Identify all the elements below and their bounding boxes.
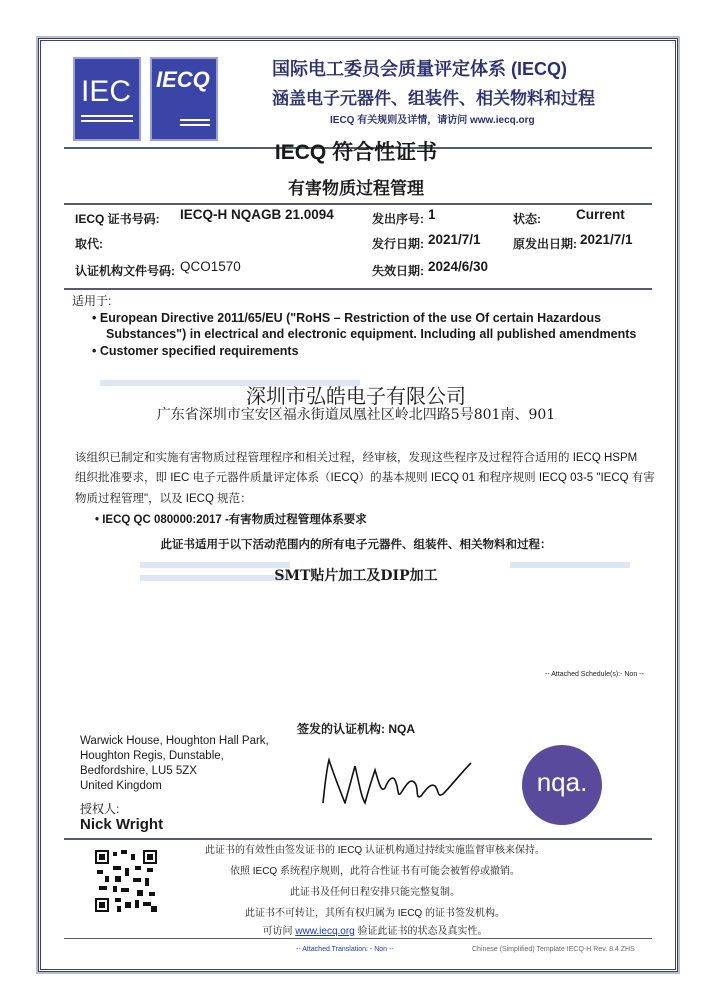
certificate-title: IECQ 符合性证书 — [274, 141, 438, 164]
signature — [315, 748, 475, 813]
iecq-logo: IECQ — [150, 57, 218, 141]
issue-date-label: 发行日期: — [372, 237, 424, 251]
body-line: 组织批准要求，即 IEC 电子元器件质量评定体系（IECQ）的基本规则 IECQ 01 和程序规则 IECQ 03-5 "IECQ 有害 — [75, 472, 655, 484]
certificate-subtitle: 有害物质过程管理 — [288, 179, 424, 198]
expiry-date: 2024/6/30 — [428, 259, 489, 274]
replaces-label: 取代: — [75, 237, 103, 251]
divider — [64, 938, 652, 939]
template-version: Chinese (Simplified) Template IECQ-H Rev. 8.4 ZHS — [472, 946, 635, 953]
divider — [64, 838, 652, 840]
issue-no-label: 发出序号: — [372, 212, 424, 226]
address-line: Bedfordshire, LU5 5ZX — [80, 765, 197, 777]
applies-item-continued: Substances") in electrical and electronic equipment. Including all published amendments — [106, 327, 637, 341]
address-line: Warwick House, Houghton Hall Park, — [80, 735, 269, 747]
header-info: IECQ 有关规则及详情，请访问 www.iecq.org — [330, 115, 535, 126]
file-no: QCO1570 — [180, 259, 241, 274]
footer-line: 此证书不可转让，其所有权归属为 IECQ 的证书签发机构。 — [244, 908, 505, 919]
footer-verify — [180, 922, 570, 937]
body-line: 物质过程管理"，以及 IECQ 规范： — [75, 493, 252, 505]
footer-line: 依照 IECQ 系统程序规则，此符合性证书有可能会被暂停或撤销。 — [229, 866, 520, 877]
applies-item: • Customer specified requirements — [92, 344, 299, 358]
divider — [64, 288, 652, 290]
orig-date-label: 原发出日期: — [513, 237, 577, 251]
footer-line: 此证书的有效性由签发证书的 IECQ 认证机构通过持续实施监督审核来保持。 — [204, 845, 545, 856]
footer-line: 此证书及任何日程安排只能完整复制。 — [290, 887, 460, 898]
issue-no: 1 — [428, 207, 436, 222]
applies-label: 适用于: — [72, 294, 112, 308]
header-title: 国际电工委员会质量评定体系 (IECQ) — [272, 59, 567, 79]
standard-text: IECQ QC 080000:2017 -有害物质过程管理体系要求 — [102, 514, 367, 526]
cert-no: IECQ-H NQAGB 21.0094 — [180, 207, 334, 222]
iecq-link[interactable]: www.iecq.org — [295, 926, 355, 937]
issuer-label: 签发的认证机构: NQA — [297, 722, 415, 736]
attached-schedule: -- Attached Schedule(s):- Non -- — [545, 671, 644, 678]
authorized-name: Nick Wright — [80, 816, 164, 833]
verify-prefix: 可访问 — [262, 926, 296, 937]
scope-heading: 此证书适用于以下活动范围内的所有电子元器件、组装件、相关物料和过程： — [160, 539, 552, 551]
standard-item: • IECQ QC 080000:2017 -有害物质过程管理体系要求 — [95, 514, 367, 526]
verify-suffix: 验证此证书的状态及真实性。 — [354, 926, 488, 937]
expiry-label: 失效日期: — [372, 264, 424, 278]
body-line: 该组织已制定和实施有害物质过程管理程序和相关过程，经审核，发现这些程序及过程符合适用的 IECQ HSPM — [75, 452, 638, 464]
applies-item: • European Directive 2011/65/EU ("RoHS – Restriction of the use Of certain Hazardous — [92, 311, 602, 325]
status-value: Current — [576, 207, 625, 222]
issue-date: 2021/7/1 — [428, 232, 481, 247]
qr-code[interactable] — [95, 850, 157, 912]
authorized-label: 授权人: — [80, 802, 120, 816]
company-name: 深圳市弘皓电子有限公司 — [246, 384, 466, 408]
nqa-logo — [522, 745, 602, 825]
divider — [64, 203, 652, 205]
issuer-address — [80, 734, 269, 794]
nqa-logo-text: nqa. — [536, 767, 588, 797]
iec-logo: IEC — [73, 57, 141, 141]
file-no-label: 认证机构文件号码: — [75, 264, 175, 278]
header-subtitle: 涵盖电子元器件、组装件、相关物料和过程 — [272, 89, 595, 108]
attached-translation: -- Attached Translation: - Non -- — [296, 946, 394, 953]
applies-item-text: European Directive 2011/65/EU ("RoHS – Restriction of the use Of certain Hazardous — [99, 311, 602, 325]
status-label: 状态: — [513, 212, 541, 226]
cert-no-label: IECQ 证书号码: — [75, 212, 160, 226]
scope-text: SMT贴片加工及DIP加工 — [274, 568, 438, 584]
applies-item-text: Customer specified requirements — [99, 344, 299, 358]
address-line: Houghton Regis, Dunstable, — [80, 750, 224, 762]
address-line: United Kingdom — [80, 780, 162, 792]
orig-date: 2021/7/1 — [580, 232, 633, 247]
company-address: 广东省深圳市宝安区福永街道凤凰社区岭北四路5号801南、901 — [156, 407, 556, 423]
